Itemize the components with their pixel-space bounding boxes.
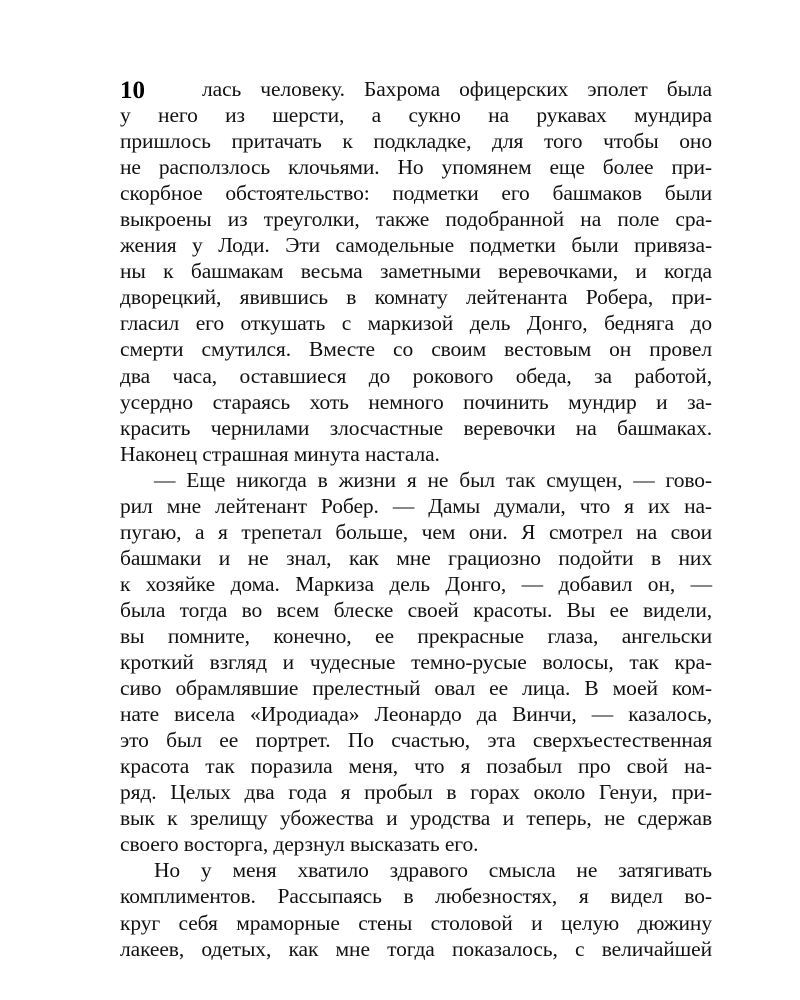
text-line: усердно стараясь хоть немного починить мундир и за- (120, 389, 712, 414)
text-line: скорбное обстоятельство: подметки его башмаков были (120, 181, 712, 206)
text-line: кроткий взгляд и чудесные темно-русые волосы, так кра- (120, 650, 712, 675)
text-line: комплиментов. Рассыпаясь в любезностях, я видел во- (120, 884, 712, 909)
text-line: красить чернилами злосчастные веревочки на башмаках. (120, 415, 712, 440)
text-line: лась человеку. Бахрома офицерских эполет была (202, 77, 712, 101)
text-line: красота так поразила меня, что я позабыл про свой на- (120, 754, 712, 779)
text-line: дворецкий, явившись в комнату лейтенанта Робера, при- (120, 285, 712, 310)
text-line: лакеев, одетых, как мне тогда показалось, с величайшей (120, 936, 712, 961)
text-line: сиво обрамлявшие прелестный овал ее лица. В моей ком- (120, 676, 712, 701)
text-line: не расползлось клочьями. Но упомянем еще более при- (120, 155, 712, 180)
text-line: два часа, оставшиеся до рокового обеда, за работой, (120, 363, 712, 388)
text-line: к хозяйке дома. Маркиза дель Донго, — добавил он, — (120, 571, 712, 596)
text-line: жения у Лоди. Эти самодельные подметки были привяза- (120, 233, 712, 258)
text-line: это был ее портрет. По счастью, эта сверхъестественная (120, 728, 712, 753)
text-line: вык к зрелищу убожества и уродства и теперь, не сдержав (120, 806, 712, 831)
text-line: Но у меня хватило здравого смысла не затягивать (154, 858, 712, 883)
text-line: выкроены из треуголки, также подобранной на поле сра- (120, 207, 712, 232)
text-line: круг себя мраморные стены столовой и целую дюжину (120, 910, 712, 935)
text-line: смерти смутился. Вместе со своим вестовым он провел (120, 337, 712, 362)
text-line: ны к башмакам весьма заметными веревочками, и когда (120, 259, 712, 284)
page-number: 10 (120, 77, 145, 104)
body-text (120, 76, 712, 962)
text-line: рил мне лейтенант Робер. — Дамы думали, что я их на- (120, 493, 712, 518)
text-line: была тогда во всем блеске своей красоты. Вы ее видели, (120, 597, 712, 622)
text-line: вы помните, конечно, ее прекрасные глаза, ангельски (120, 623, 712, 648)
text-line: у него из шерсти, а сукно на рукавах мундира (120, 103, 712, 128)
text-line: своего восторга, дерзнул высказать его. (120, 832, 479, 857)
text-line: ряд. Целых два года я пробыл в горах около Генуи, при- (120, 780, 712, 805)
text-line: гласил его откушать с маркизой дель Донго, бедняга до (120, 311, 712, 336)
text-line: башмаки и не знал, как мне грациозно подойти в них (120, 545, 712, 570)
text-line: Наконец страшная минута настала. (120, 441, 440, 466)
text-line: — Еще никогда в жизни я не был так смущен, — гово- (154, 467, 712, 492)
text-line: нате висела «Иродиада» Леонардо да Винчи, — казалось, (120, 702, 712, 727)
text-line: пришлось притачать к подкладке, для того чтобы оно (120, 129, 712, 154)
text-line: пугаю, а я трепетал больше, чем они. Я смотрел на свои (120, 519, 712, 544)
